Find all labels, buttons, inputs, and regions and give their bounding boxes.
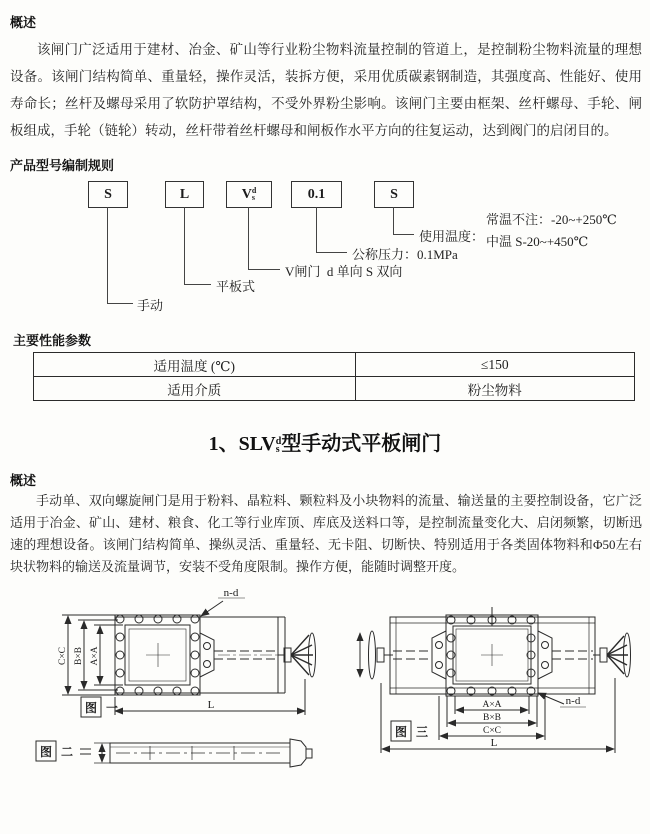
table-cell-label: 适用温度 (℃) xyxy=(34,353,356,377)
table-cell-value: ≤150 xyxy=(355,353,634,377)
leader-line xyxy=(316,207,317,252)
overview-paragraph-1: 该闸门广泛适用于建材、冶金、矿山等行业粉尘物料流量控制的管道上，是控制粉尘物料流量的理想设备。该闸门结构简单、重量轻，操作灵活，装拆方便，采用优质碳素钢制造，其强度高、性能好、使用寿命长；丝杆及螺母采用了软防护罩结构，不受外界粉尘影响。该闸门主要由框架、丝杆螺母、手轮、闸板组成，手轮（链轮）转动，丝杆带着丝杆螺母和闸板作水平方向的往复运动，达到阀门的启闭目的。 xyxy=(10,42,642,138)
model-code-box-manual: S xyxy=(88,181,128,208)
fig3-number: 三 xyxy=(415,725,429,739)
product-title-suffix: 型手动式平板闸门 xyxy=(281,433,442,455)
leader-line xyxy=(184,284,211,285)
overview-heading-1: 概述 xyxy=(10,15,37,30)
product-title-sub: s xyxy=(275,444,280,455)
model-code-heading: 产品型号编制规则 xyxy=(10,158,115,173)
fig1-bolt-count-note: n-d xyxy=(223,587,239,599)
label-temp-note-medium: 中温 S-20~+450℃ xyxy=(486,234,589,249)
product-title xyxy=(0,427,650,456)
leader-line xyxy=(184,207,185,284)
label-temp-note-normal: 常温不注：-20~+250℃ xyxy=(486,212,617,227)
table-row xyxy=(34,353,635,377)
fig3-label: 图 xyxy=(394,725,408,739)
fig3-dim-cc: C×C xyxy=(482,726,502,736)
fig1-dim-bb: B×B xyxy=(74,646,84,666)
figure-1-drawing xyxy=(28,585,338,735)
valve-type-sup-sub xyxy=(252,187,256,201)
fig1-label: 图 xyxy=(84,701,98,715)
overview-paragraph-2: 手动单、双向螺旋闸门是用于粉料、晶粒料、颗粒料及小块物料的流量、输送量的主要控制设备，它广泛适用于冶金、矿山、建材、粮食、化工等行业库顶、库底及送料口等，是控制流量变化大、启闭频繁，切断迅速的理想设备。该闸门结构简单、操纵灵活、重量轻、无卡阻、切断快、特别适用于各类固体物料和Φ50左右块状物料的输送及流量调节，安装不受角度限制。操作方便，能随时调整开度。 xyxy=(10,493,642,574)
label-manual: 手动 xyxy=(137,298,164,313)
table-cell-label: 适用介质 xyxy=(34,377,356,401)
fig3-dim-aa: A×A xyxy=(482,700,502,710)
leader-line xyxy=(107,207,108,303)
fig1-dim-length: L xyxy=(207,699,215,711)
label-service-temperature: 使用温度： xyxy=(419,229,485,244)
leader-line xyxy=(393,234,414,235)
valve-type-sup: d xyxy=(251,186,257,195)
label-plate-type: 平板式 xyxy=(216,279,256,294)
fig2-number: 二 xyxy=(60,745,74,759)
fig1-number: 一 xyxy=(105,701,119,715)
fig3-bolt-count-note: n-d xyxy=(565,695,581,707)
valve-type-sub: s xyxy=(251,193,255,202)
performance-table xyxy=(33,352,635,401)
model-code-box-temp: S xyxy=(374,181,414,208)
valve-type-main: V xyxy=(241,187,252,202)
table-cell-value: 粉尘物料 xyxy=(355,377,634,401)
product-title-prefix: 1、SLV xyxy=(208,433,276,455)
fig3-dim-bb: B×B xyxy=(482,713,502,723)
overview-heading-2: 概述 xyxy=(10,473,37,488)
figure-3-drawing xyxy=(348,583,648,775)
label-nominal-pressure: 公称压力：0.1MPa xyxy=(352,247,458,262)
fig1-dim-aa: A×A xyxy=(90,646,100,666)
leader-line xyxy=(248,207,249,269)
product-title-sup: d xyxy=(275,436,282,447)
model-code-box-valve-type xyxy=(226,181,272,208)
figure-2-drawing xyxy=(20,733,335,783)
fig3-bolt-holes xyxy=(447,616,535,695)
fig3-dim-length: L xyxy=(490,737,498,749)
fig2-label: 图 xyxy=(39,745,53,759)
leader-line xyxy=(248,269,280,270)
leader-line xyxy=(393,207,394,234)
table-row xyxy=(34,377,635,401)
performance-heading: 主要性能参数 xyxy=(13,333,92,348)
fig1-dim-cc: C×C xyxy=(58,646,68,666)
leader-line xyxy=(316,252,347,253)
leader-line xyxy=(107,303,133,304)
model-code-box-plate: L xyxy=(165,181,204,208)
model-code-box-pressure: 0.1 xyxy=(291,181,342,208)
label-valve-direction: V闸门 d 单向 S 双向 xyxy=(285,264,403,279)
